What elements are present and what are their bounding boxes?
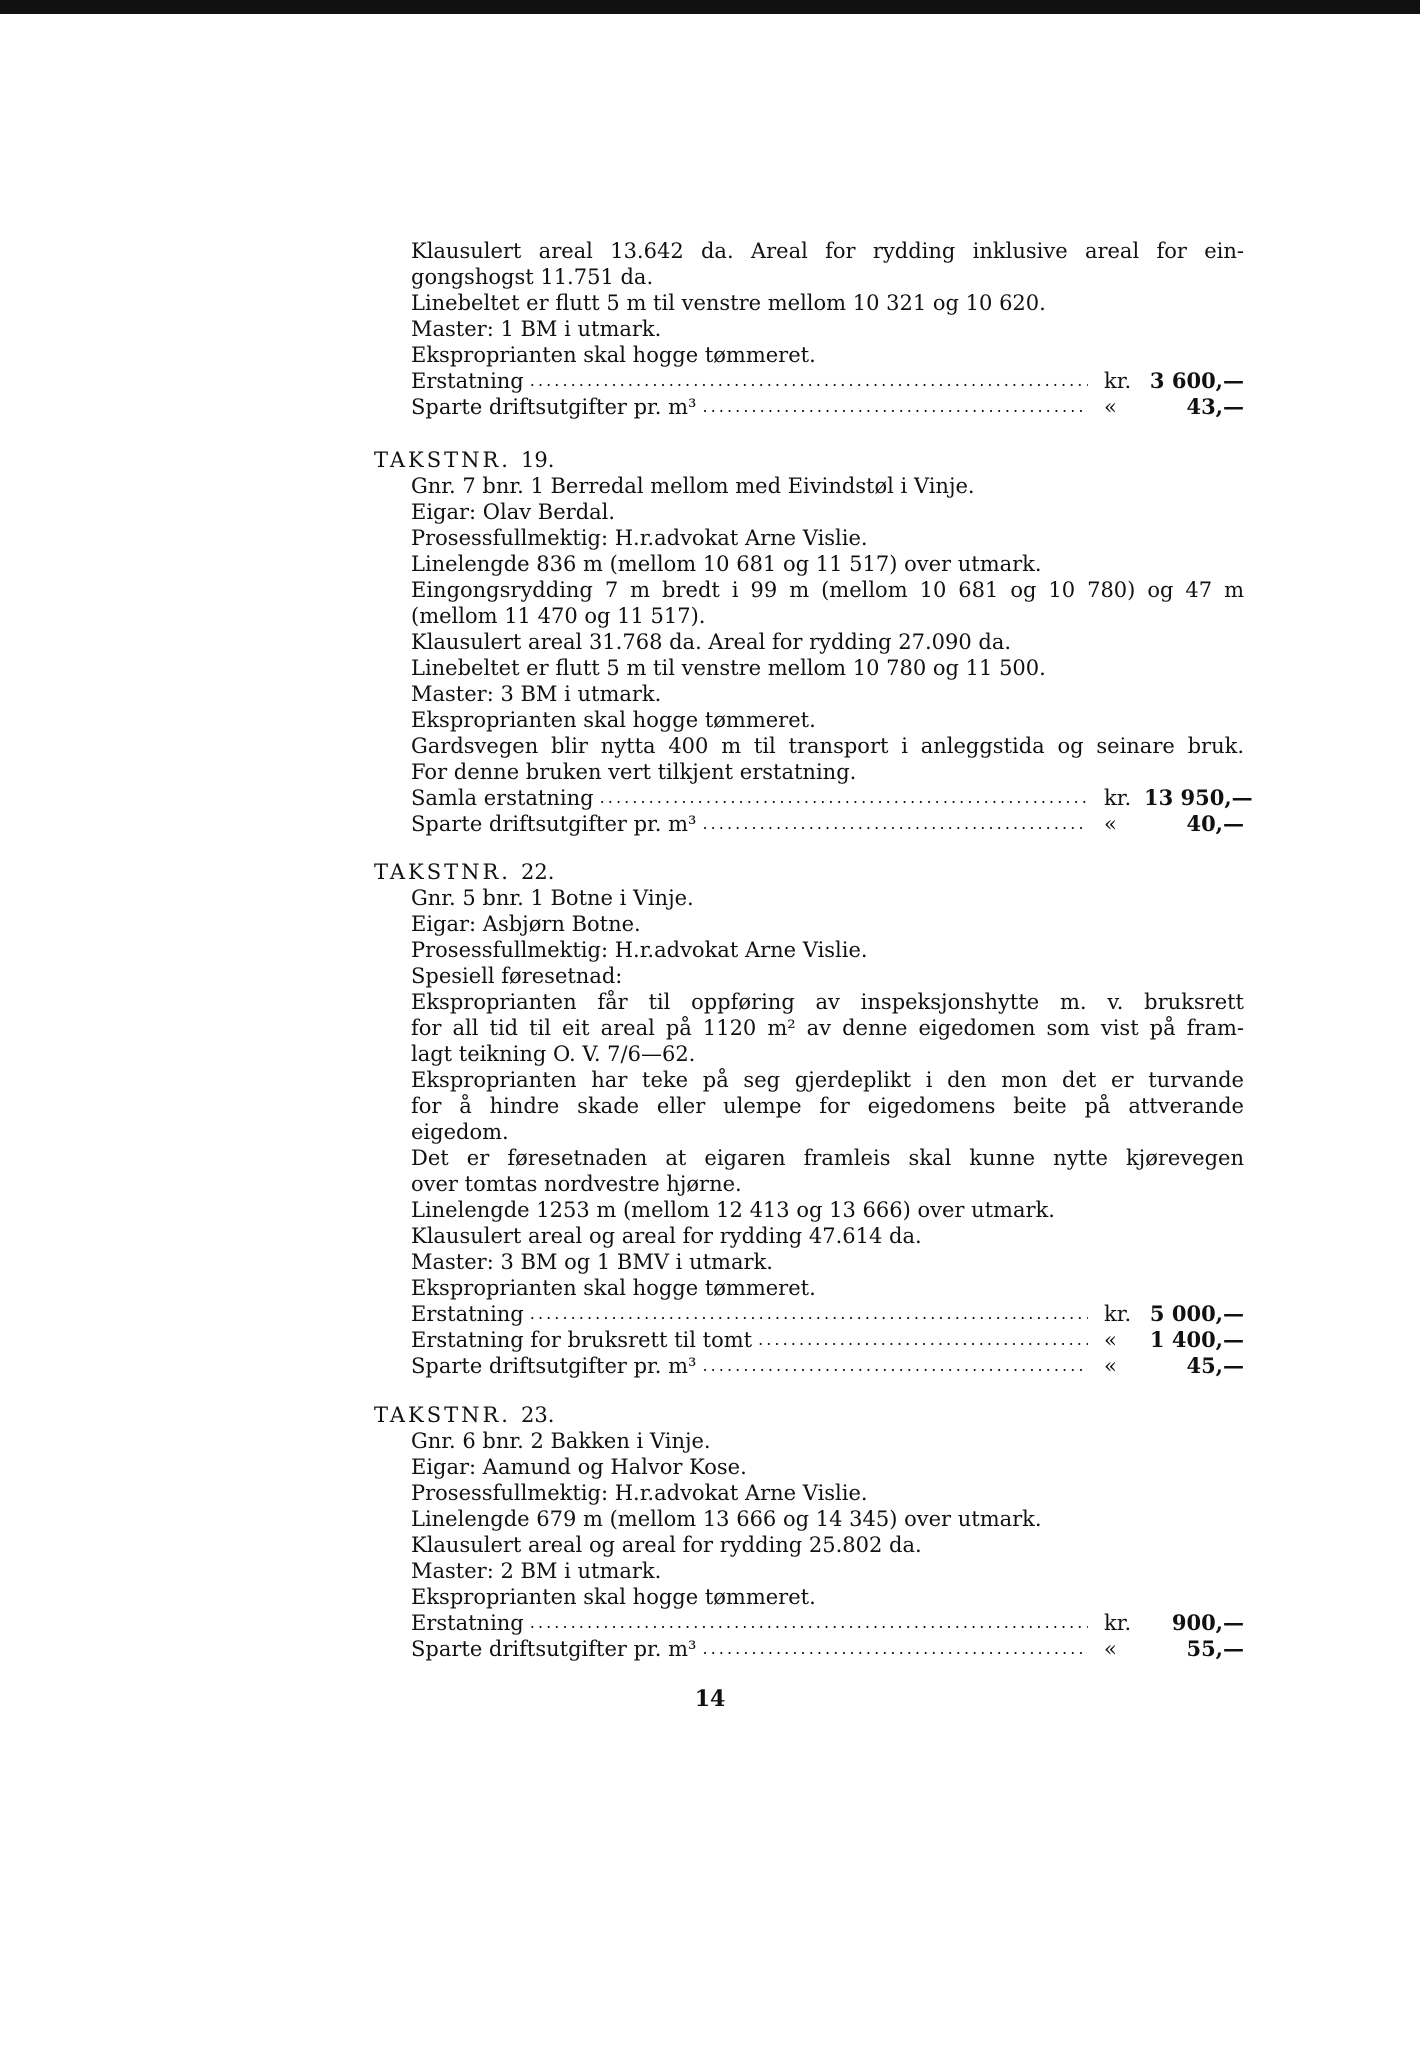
text-line: Gardsvegen blir nytta 400 m til transport i anleggstida og seinare bruk. [411,734,1244,758]
amount-row [411,1327,1244,1353]
text-line: Det er føresetnaden at eigaren framleis skal kunne nytte kjørevegen [411,1146,1244,1170]
leader-dots [702,811,1088,837]
amount-value: 900,— [1171,1610,1244,1635]
heading-number: 19. [520,448,555,472]
leader-dots [530,1301,1088,1327]
amount-label: Erstatning [411,1611,524,1635]
amount-value: 13 950,— [1144,785,1253,810]
amount-value: 1 400,— [1149,1327,1244,1352]
amount-row [411,785,1253,811]
text-line: Eingongsrydding 7 m bredt i 99 m (mellom 10 681 og 10 780) og 47 m [411,578,1244,602]
page-number: 14 [694,1686,726,1712]
text-line: Linelengde 836 m (mellom 10 681 og 11 517) over utmark. [411,552,1042,576]
text-line: Eigar: Asbjørn Botne. [411,912,641,936]
text-line: Master: 1 BM i utmark. [411,317,662,341]
text-line: lagt teikning O. V. 7/6—62. [411,1042,696,1066]
amount-row [411,1636,1244,1662]
text-line: Master: 3 BM og 1 BMV i utmark. [411,1250,773,1274]
leader-dots [600,785,1088,811]
amount-label: Erstatning [411,1302,524,1326]
amount-row [411,394,1244,420]
text-line: Gnr. 5 bnr. 1 Botne i Vinje. [411,886,694,910]
amount-label: Erstatning for bruksrett til tomt [411,1328,753,1352]
heading-label: TAKSTNR. [374,860,511,884]
text-line: gongshogst 11.751 da. [411,265,654,289]
text-line: Eigar: Olav Berdal. [411,500,616,524]
amount-row [411,1301,1244,1327]
amount-value: 45,— [1186,1353,1244,1378]
amount-unit: « [1104,1354,1117,1378]
section-heading [374,859,554,885]
text-line: Prosessfullmektig: H.r.advokat Arne Vislie. [411,1481,868,1505]
amount-row [411,1610,1244,1636]
amount-label: Sparte driftsutgifter pr. m³ [411,1354,697,1378]
text-line: Prosessfullmektig: H.r.advokat Arne Vislie. [411,938,868,962]
text-line: Linelengde 1253 m (mellom 12 413 og 13 666) over utmark. [411,1198,1055,1222]
leader-dots [702,1353,1088,1379]
text-line: Klausulert areal 13.642 da. Areal for rydding inklusive areal for ein- [411,239,1244,263]
text-line: Eksproprianten har teke på seg gjerdeplikt i den mon det er turvande [411,1068,1244,1092]
text-line: Prosessfullmektig: H.r.advokat Arne Vislie. [411,526,868,550]
text-line: for å hindre skade eller ulempe for eigedomens beite på attverande [411,1094,1244,1118]
heading-number: 23. [520,1403,555,1427]
text-line: Gnr. 7 bnr. 1 Berredal mellom med Eivindstøl i Vinje. [411,474,975,498]
text-line: Klausulert areal og areal for rydding 47.614 da. [411,1224,922,1248]
leader-dots [758,1327,1088,1353]
text-line: Eksproprianten skal hogge tømmeret. [411,343,816,367]
amount-unit: « [1104,395,1117,419]
text-line: Eksproprianten skal hogge tømmeret. [411,1585,816,1609]
text-line: Eksproprianten får til oppføring av inspeksjonshytte m. v. bruksrett [411,990,1244,1014]
amount-unit: « [1104,812,1117,836]
amount-row [411,811,1244,837]
amount-value: 3 600,— [1149,368,1244,393]
heading-label: TAKSTNR. [374,1403,511,1427]
text-line: Eksproprianten skal hogge tømmeret. [411,1276,816,1300]
heading-number: 22. [520,860,555,884]
amount-value: 55,— [1186,1636,1244,1661]
amount-unit: « [1104,1328,1117,1352]
text-line: Linebeltet er flutt 5 m til venstre mellom 10 321 og 10 620. [411,291,1046,315]
amount-unit: « [1104,1637,1117,1661]
leader-dots [702,1636,1088,1662]
amount-label: Sparte driftsutgifter pr. m³ [411,395,697,419]
text-line: over tomtas nordvestre hjørne. [411,1172,742,1196]
section-heading [374,1402,554,1428]
amount-label: Erstatning [411,369,524,393]
text-line: For denne bruken vert tilkjent erstatning. [411,760,857,784]
amount-unit: kr. [1104,1611,1132,1635]
amount-unit: kr. [1104,1302,1132,1326]
text-line: Eigar: Aamund og Halvor Kose. [411,1455,747,1479]
leader-dots [530,368,1088,394]
text-line: eigedom. [411,1120,509,1144]
leader-dots [702,394,1088,420]
amount-row [411,368,1244,394]
amount-unit: kr. [1104,786,1132,810]
heading-label: TAKSTNR. [374,448,511,472]
amount-row [411,1353,1244,1379]
text-line: (mellom 11 470 og 11 517). [411,604,706,628]
text-line: Master: 2 BM i utmark. [411,1559,662,1583]
amount-unit: kr. [1104,369,1132,393]
amount-label: Sparte driftsutgifter pr. m³ [411,1637,697,1661]
text-line: for all tid til eit areal på 1120 m² av denne eigedomen som vist på fram- [411,1016,1244,1040]
amount-label: Sparte driftsutgifter pr. m³ [411,812,697,836]
text-line: Klausulert areal og areal for rydding 25.802 da. [411,1533,922,1557]
text-line: Eksproprianten skal hogge tømmeret. [411,708,816,732]
text-line: Linelengde 679 m (mellom 13 666 og 14 345) over utmark. [411,1507,1042,1531]
amount-value: 5 000,— [1149,1301,1244,1326]
text-line: Linebeltet er flutt 5 m til venstre mellom 10 780 og 11 500. [411,656,1046,680]
section-heading [374,447,554,473]
leader-dots [530,1610,1088,1636]
text-line: Klausulert areal 31.768 da. Areal for rydding 27.090 da. [411,630,1012,654]
amount-value: 40,— [1186,811,1244,836]
text-line: Master: 3 BM i utmark. [411,682,662,706]
amount-label: Samla erstatning [411,786,594,810]
text-line: Spesiell føresetnad: [411,964,623,988]
text-line: Gnr. 6 bnr. 2 Bakken i Vinje. [411,1429,711,1453]
amount-value: 43,— [1186,394,1244,419]
